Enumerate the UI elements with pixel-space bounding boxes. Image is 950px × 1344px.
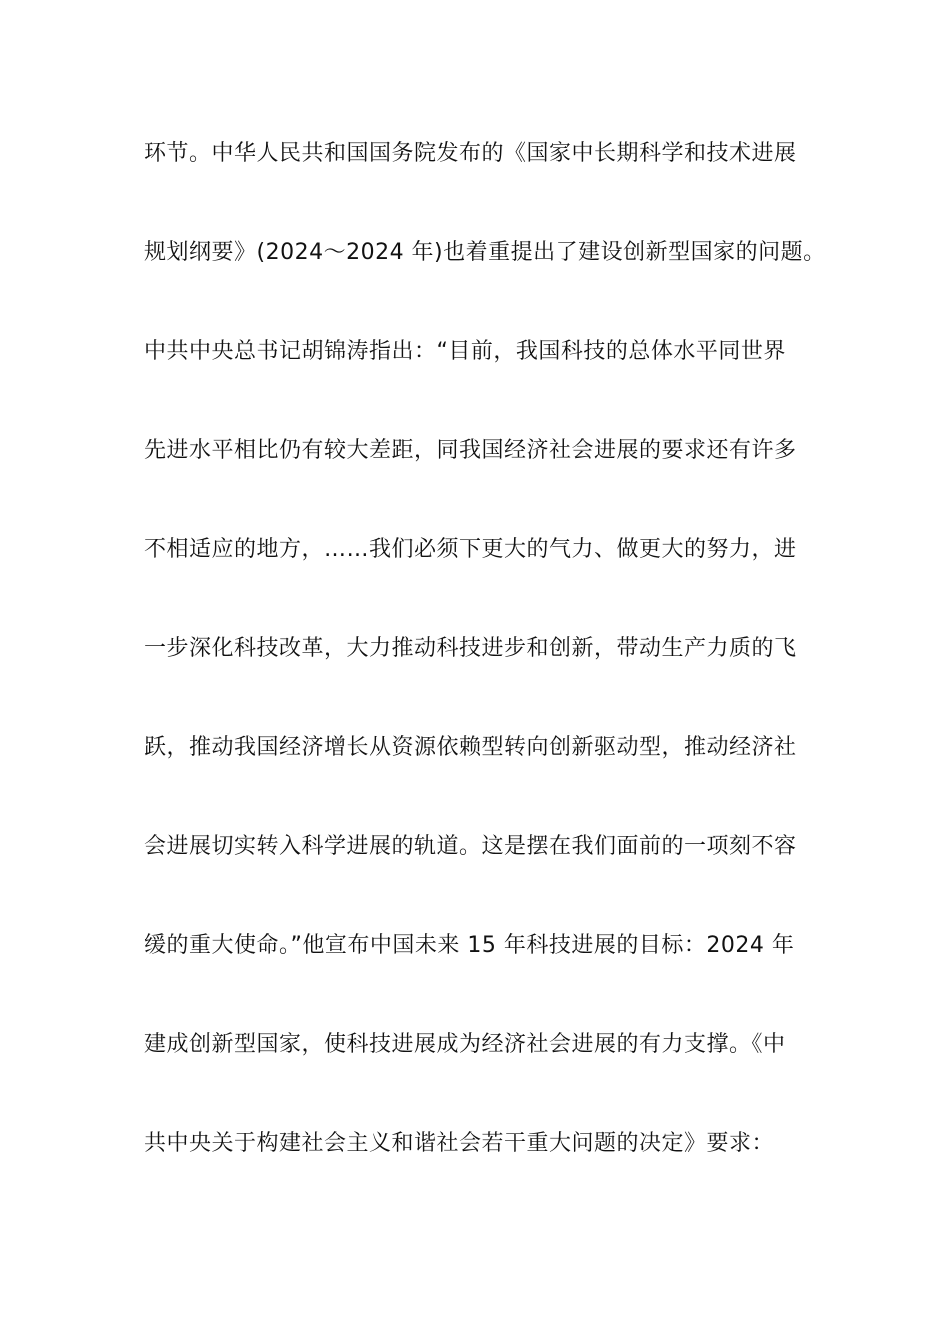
text-line-1: 环节。中华人民共和国国务院发布的《国家中长期科学和技术进展 — [144, 141, 797, 166]
text-line-5: 不相适应的地方，……我们必须下更大的气力、做更大的努力，进 — [144, 537, 797, 562]
text-line-6: 一步深化科技改革，大力推动科技进步和创新，带动生产力质的飞 — [144, 636, 797, 661]
text-line-9: 缓的重大使命。”他宣布中国未来 15 年科技进展的目标：2024 年 — [144, 933, 795, 958]
text-line-2: 规划纲要》(2024～2024 年)也着重提出了建设创新型国家的问题。 — [144, 240, 826, 265]
text-line-4: 先进水平相比仍有较大差距，同我国经济社会进展的要求还有许多 — [144, 438, 797, 463]
text-line-11: 共中央关于构建社会主义和谐社会若干重大问题的决定》要求： — [144, 1131, 775, 1156]
body-text — [144, 128, 824, 1217]
text-line-7: 跃，推动我国经济增长从资源依赖型转向创新驱动型，推动经济社 — [144, 735, 797, 760]
text-line-8: 会进展切实转入科学进展的轨道。这是摆在我们面前的一项刻不容 — [144, 834, 797, 859]
text-line-3: 中共中央总书记胡锦涛指出：“目前，我国科技的总体水平同世界 — [144, 339, 786, 364]
text-line-10: 建成创新型国家，使科技进展成为经济社会进展的有力支撑。《中 — [144, 1032, 786, 1057]
